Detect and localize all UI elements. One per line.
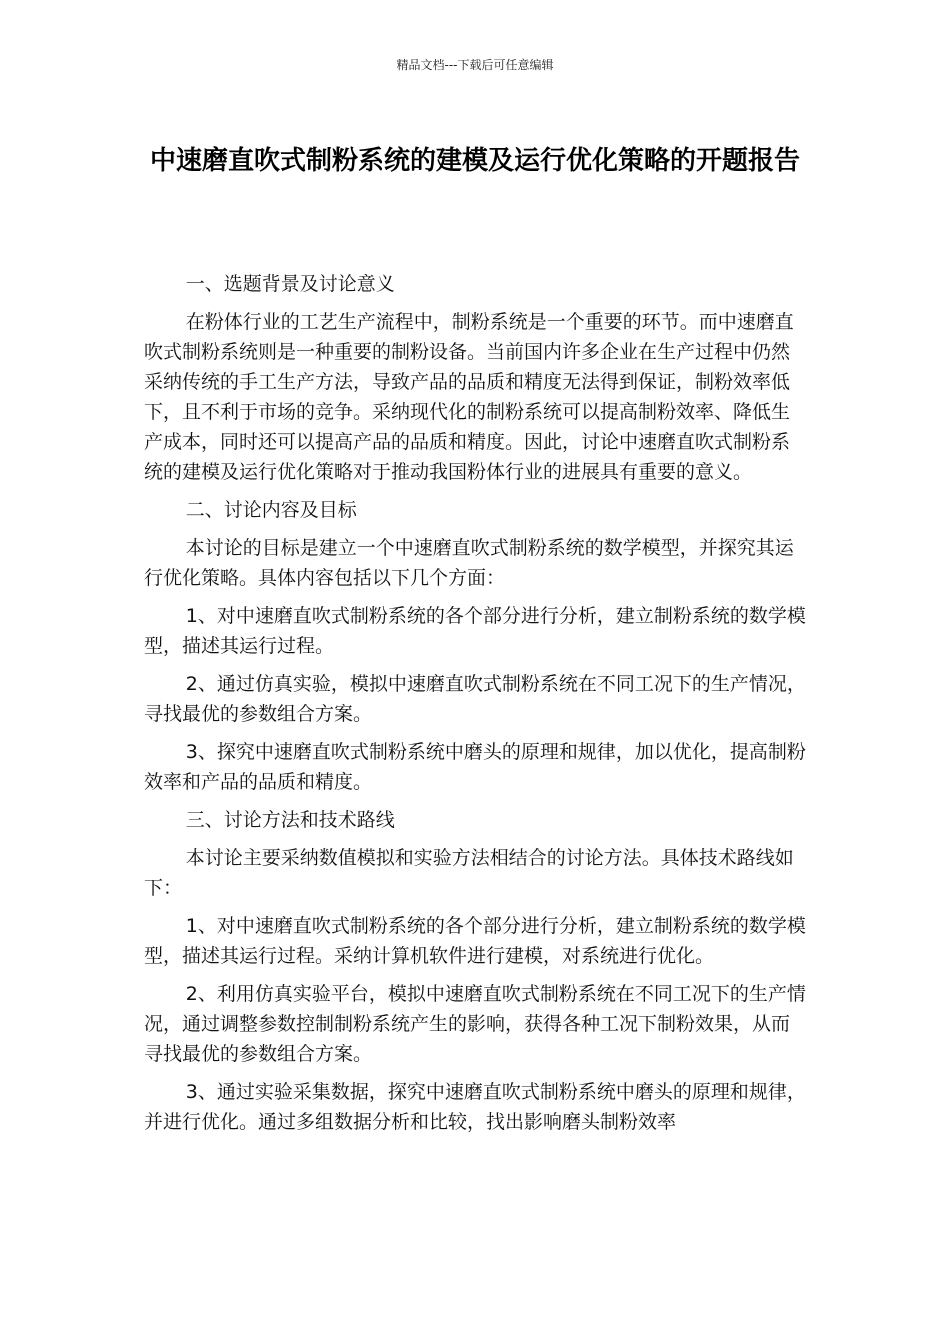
list-item-method-3: 3、通过实验采集数据，探究中速磨直吹式制粉系统中磨头的原理和规律，并进行优化。通过多组数据分析和比较，找出影响磨头制粉效率: [144, 1081, 806, 1133]
list-item-goal-3: 3、探究中速磨直吹式制粉系统中磨头的原理和规律，加以优化，提高制粉效率和产品的品质和精度。: [144, 741, 806, 793]
paragraph-background: 在粉体行业的工艺生产流程中，制粉系统是一个重要的环节。而中速磨直吹式制粉系统则是一种重要的制粉设备。当前国内许多企业在生产过程中仍然采纳传统的手工生产方法，导致产品的品质和精度无法得到保证，制粉效率低下，且不利于市场的竞争。采纳现代化的制粉系统可以提高制粉效率、降低生产成本，同时还可以提高产品的品质和精度。因此，讨论中速磨直吹式制粉系统的建模及运行优化策略对于推动我国粉体行业的进展具有重要的意义。: [144, 311, 794, 483]
section-heading-background: 一、选题背景及讨论意义: [185, 273, 395, 295]
list-item-method-2: 2、利用仿真实验平台，模拟中速磨直吹式制粉系统在不同工况下的生产情况，通过调整参数控制制粉系统产生的影响，获得各种工况下制粉效果，从而寻找最优的参数组合方案。: [144, 983, 806, 1065]
section-heading-methods: 三、讨论方法和技术路线: [185, 809, 395, 831]
paragraph-goals-intro: 本讨论的目标是建立一个中速磨直吹式制粉系统的数学模型，并探究其运行优化策略。具体内容包括以下几个方面：: [144, 537, 794, 589]
section-heading-content-goals: 二、讨论内容及目标: [185, 499, 357, 521]
document-body: [144, 269, 808, 1145]
list-item-goal-2: 2、通过仿真实验，模拟中速磨直吹式制粉系统在不同工况下的生产情况，寻找最优的参数组合方案。: [144, 673, 806, 725]
list-item-method-1: 1、对中速磨直吹式制粉系统的各个部分进行分析，建立制粉系统的数学模型，描述其运行过程。采纳计算机软件进行建模，对系统进行优化。: [144, 915, 806, 967]
page-header-watermark: 精品文档---下载后可任意编辑: [396, 58, 554, 72]
paragraph-methods-intro: 本讨论主要采纳数值模拟和实验方法相结合的讨论方法。具体技术路线如下：: [144, 847, 794, 899]
document-title: 中速磨直吹式制粉系统的建模及运行优化策略的开题报告: [149, 146, 800, 176]
list-item-goal-1: 1、对中速磨直吹式制粉系统的各个部分进行分析，建立制粉系统的数学模型，描述其运行过程。: [144, 605, 806, 657]
